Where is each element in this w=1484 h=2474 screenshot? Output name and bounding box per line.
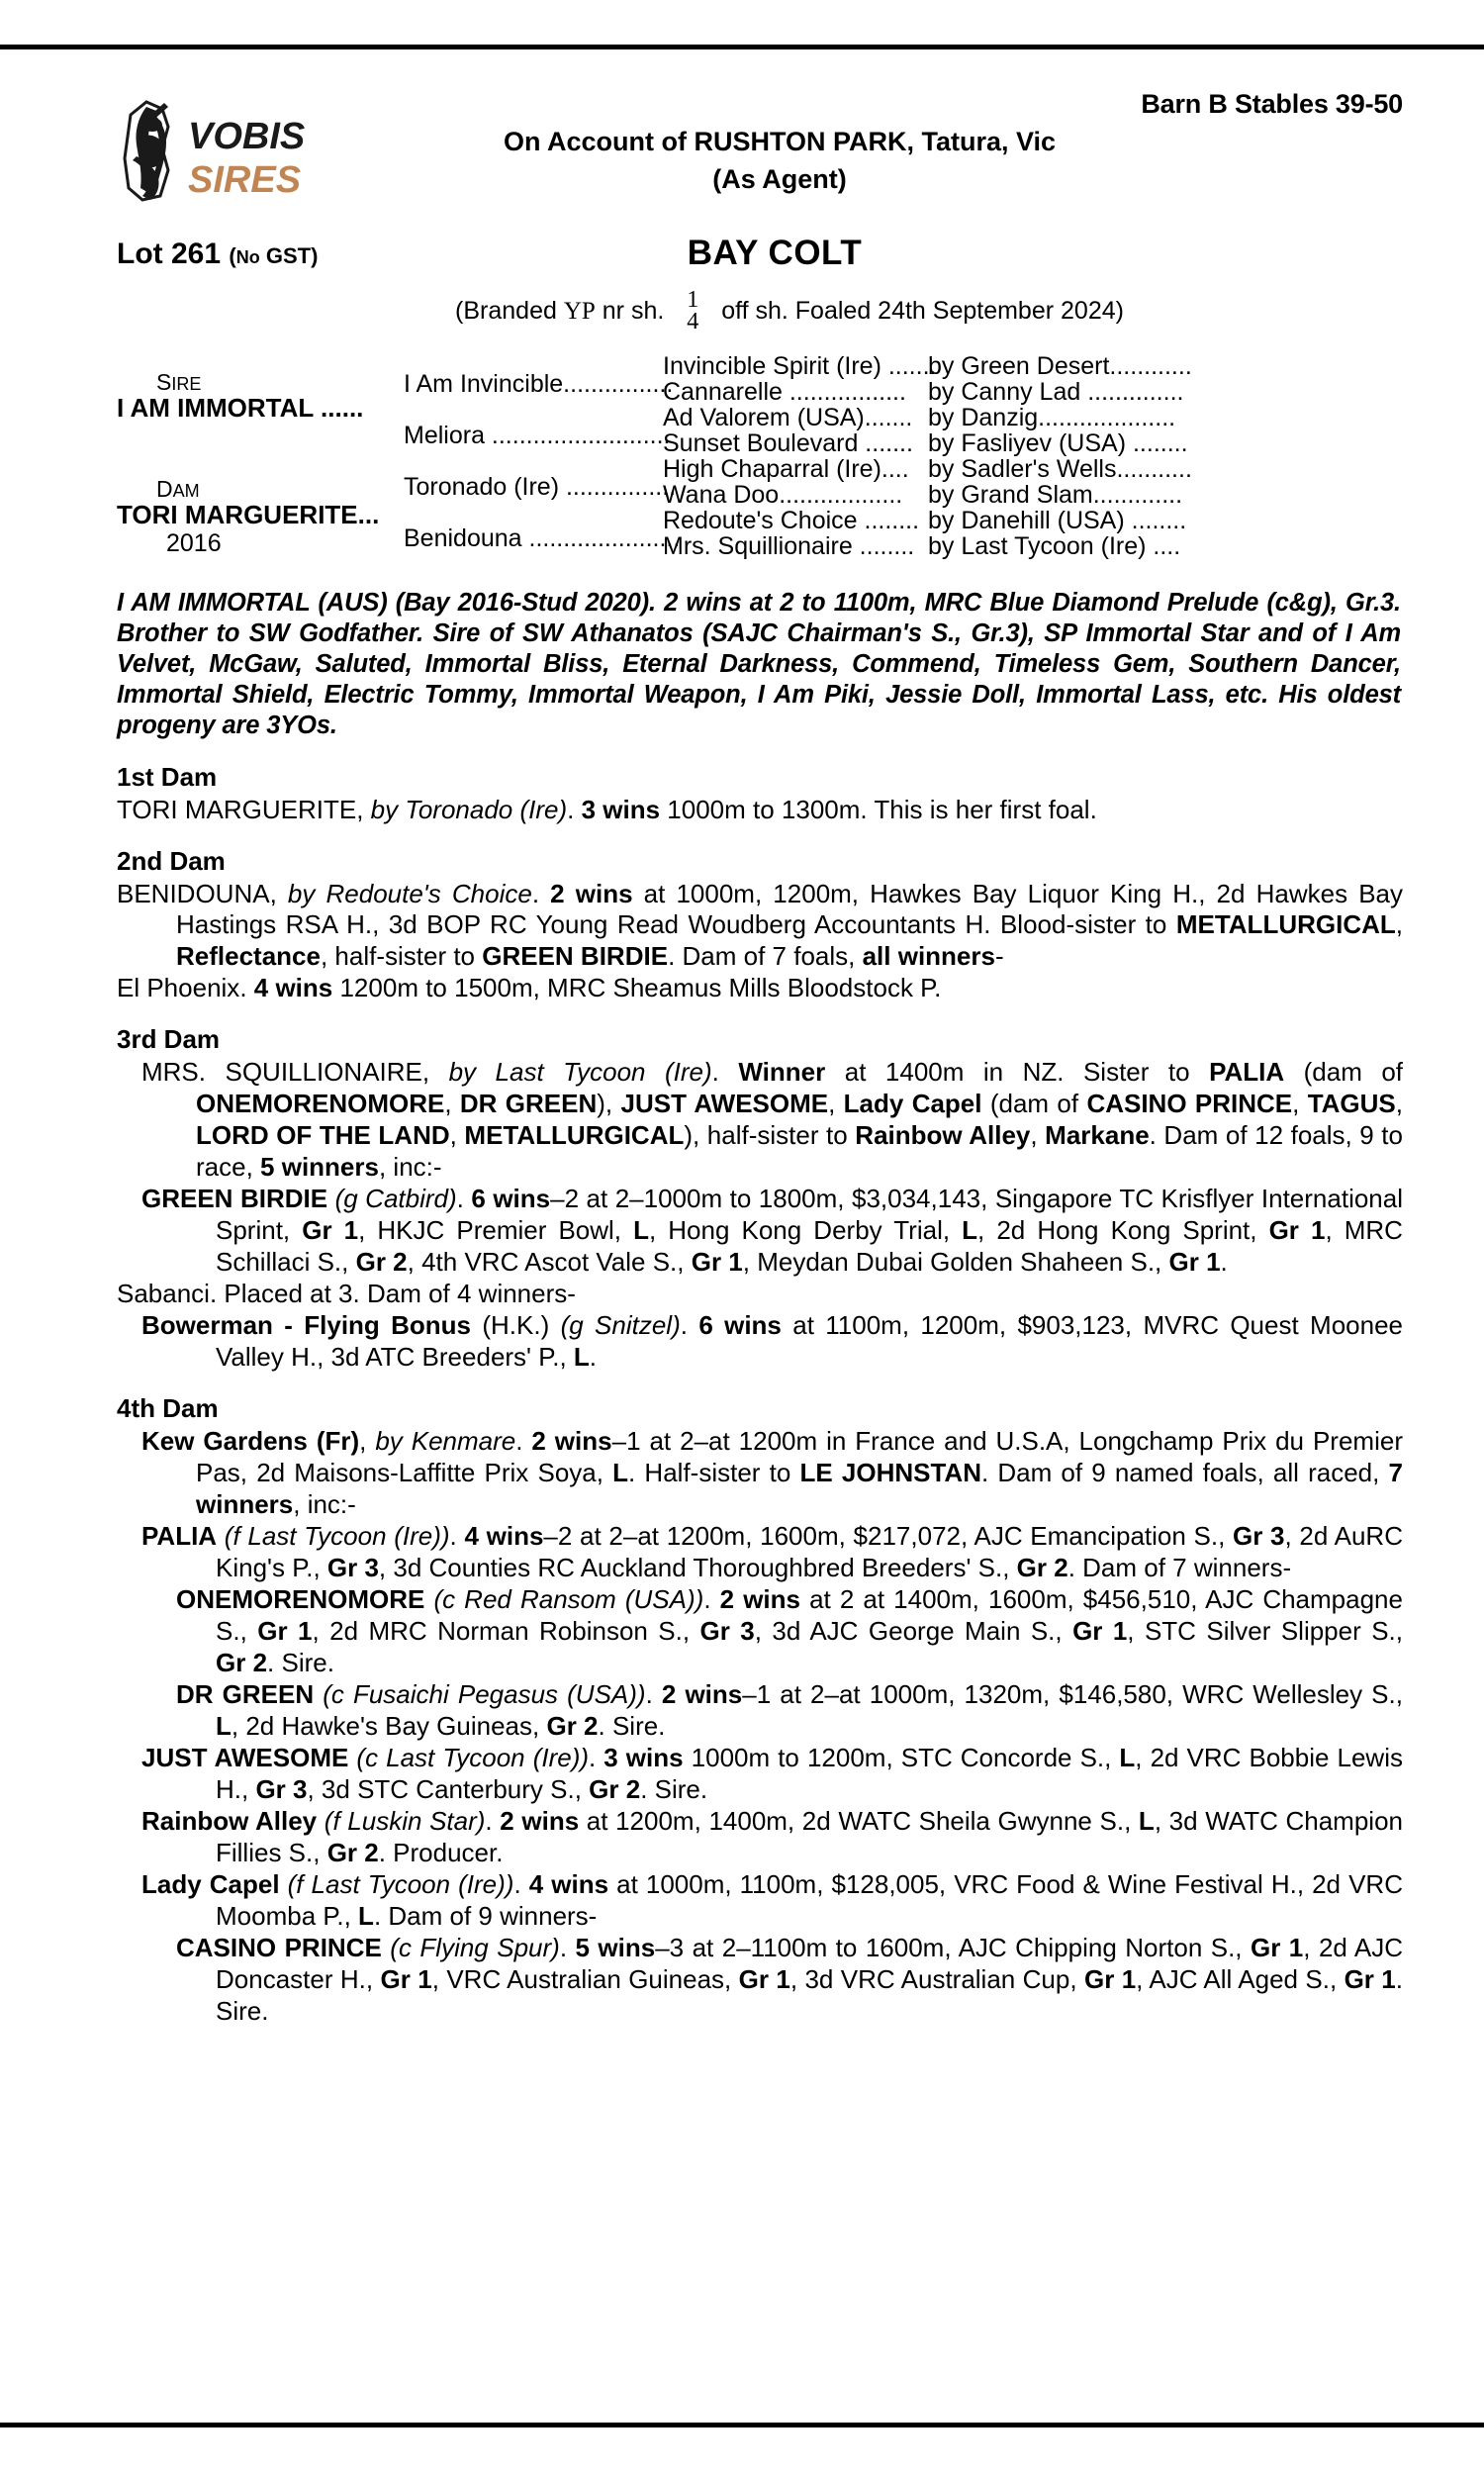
third-dam-casinoprince: CASINO PRINCE [1086,1089,1293,1119]
great-grandparent-1: Invincible Spirit (Ire) ....... [663,352,937,380]
sire-dots: ...... [313,393,364,424]
fourth-dam-text-b: . Half-sister to [628,1458,800,1488]
logo-vobis-text: VOBIS [188,116,306,157]
second-dam-bold-c: GREEN BIRDIE [482,941,669,972]
first-dam-heading: 1st Dam [117,761,218,792]
ra-l: L [1138,1805,1155,1836]
ladycapel-paren: (f Last Tycoon (Ire)) [287,1868,514,1899]
bowerman-entry: Bowerman - Flying Bonus (H.K.) (g Snitzel). 6 wins at 1100m, 1200m, $903,123, MVRC Quest Moonee Valley H., 3d ATC Breeders' P., L. [141,1310,1403,1373]
drgreen-l: L [216,1710,232,1741]
second-dam-text-b: , half-sister to [320,941,483,972]
drgreen-paren: (c Fusaichi Pegasus (USA)) [323,1678,646,1709]
fourth-dam-grade-l: L [612,1458,629,1488]
grade-gr1-b: Gr 1 [1268,1215,1326,1246]
dam-label-cap: D [156,476,173,502]
second-dam-body [117,879,1403,1005]
great-grandparent-2: Cannarelle ................. [663,378,906,406]
second-dam-bold-b: Reflectance [176,941,321,972]
fourth-gen-6: by Grand Slam............. [928,481,1183,509]
rainbowalley-wins: 2 wins [500,1805,580,1836]
progeny-name: El Phoenix [117,973,240,1003]
second-dam-bold-a: METALLURGICAL [1175,909,1396,940]
fourth-dam-heading: 4th Dam [117,1393,219,1424]
second-dam-paragraph: BENIDOUNA, by Redoute's Choice. 2 wins at 1000m, 1200m, Hawkes Bay Liquor King H., 2d Hawkes Bay Hastings RSA H., 3d BOP RC Young Read Woudberg Accountants H. Blood-sister to METALLURGICAL, Reflectance, half-sister to GREEN BIRDIE. Dam of 7 foals, all winners- [117,878,1403,972]
fourth-gen-5: by Sadler's Wells........... [928,455,1192,483]
fourth-dam-sire: by Kenmare [375,1426,516,1457]
branding-line [117,289,1403,340]
lot-row [117,234,1403,289]
brand-code: YP [563,298,596,326]
justawesome-wins: 3 wins [603,1742,684,1772]
omn-gr1-a: Gr 1 [257,1615,313,1646]
sire-label-rest: IRE [171,374,202,394]
bowerman-end: . [589,1342,598,1373]
casinoprince-paren: (c Flying Spur) [390,1932,560,1962]
fourth-dam-text-d: , inc:- [293,1489,356,1520]
third-dam-tagus: TAGUS [1307,1089,1396,1119]
bowerman-grade: L [573,1342,590,1373]
fourth-dam-wins: 2 wins [531,1426,612,1457]
sire-name [117,394,404,423]
palia-gr3-a: Gr 3 [1233,1520,1285,1551]
top-rule [0,45,1484,49]
cp-gr1-c: Gr 1 [738,1963,790,1994]
great-grandparent-5: High Chaparral (Ire).... [663,455,909,483]
third-dam-metallurgical: METALLURGICAL [464,1120,685,1151]
justawesome-entry: JUST AWESOME (c Last Tycoon (Ire)). 3 wins 1000m to 1200m, STC Concorde S., L, 2d VRC Bobbie Lewis H., Gr 3, 3d STC Canterbury S., Gr 2. Sire. [141,1742,1403,1804]
onemorenomore-paren: (c Red Ransom (USA)) [433,1583,704,1614]
grandparent-3: Toronado (Ire) ................ [404,473,677,501]
branded-mid: nr sh. [602,297,665,326]
grandparent-4: Benidouna ...................... [404,524,681,552]
green-birdie-text: –2 at 2–1000m to 1800m, $3,034,143, Singapore TC Krisflyer International Sprint, [216,1184,1403,1246]
dam-block [117,477,404,558]
second-dam-text-c: . Dam of 7 foals, [668,941,863,972]
third-dam-onemorenomore: ONEMORENOMORE [196,1089,445,1119]
casinoprince-wins: 5 wins [575,1932,656,1962]
grade-gr2-a: Gr 2 [355,1247,408,1278]
bowerman-wins: 6 wins [698,1310,782,1341]
drgreen-gr2: Gr 2 [546,1710,599,1741]
dam-label-rest: AM [172,481,200,501]
second-dam-heading: 2nd Dam [117,845,226,876]
branded-prefix: (Branded [455,297,557,326]
third-dam-lordoftheland: LORD OF THE LAND [196,1120,450,1151]
sire-name-text: I AM IMMORTAL [117,393,314,424]
great-grandparent-7: Redoute's Choice ........ [663,507,920,534]
dam-name [117,501,404,529]
dam-label [117,477,404,501]
lot-gst-note: (No GST) [229,243,319,268]
account-of-label: On Account of RUSHTON PARK, Tatura, Vic [503,127,1057,156]
fourth-dam-text-c: . Dam of 9 named foals, all raced, [980,1458,1389,1488]
second-dam-name: BENIDOUNA [117,878,270,908]
page-title: BAY COLT [687,234,863,272]
fourth-dam-name: Kew Gardens (Fr) [141,1426,360,1457]
fraction-numerator: 1 [687,287,699,313]
great-grandparent-4: Sunset Boulevard ....... [663,429,913,457]
pedigree-table [117,354,1403,584]
barn-stables-label: Barn B Stables 39-50 [1141,89,1403,119]
gst-rest-text: GST [265,243,312,268]
grandparent-2: Meliora .......................... [404,422,671,449]
fourth-dam-paragraph: Kew Gardens (Fr), by Kenmare. 2 wins–1 at 2–at 1200m in France and U.S.A, Longchamp Prix du Premier Pas, 2d Maisons-Laffitte Prix Soya, L. Half-sister to LE JOHNSTAN. Dam of 9 named foals, all raced, 7 winners, inc:- [141,1426,1404,1520]
progeny-text: 1200m to 1500m, MRC Sheamus Mills Bloodstock P. [332,973,942,1003]
drgreen-entry: DR GREEN (c Fusaichi Pegasus (USA)). 2 wins–1 at 2–at 1000m, 1320m, $146,580, WRC Wellesley S., L, 2d Hawke's Bay Guineas, Gr 2. Sire. [176,1678,1403,1741]
fraction-denominator: 4 [687,309,699,335]
progeny-wins: 4 wins [253,973,333,1003]
third-dam-rainbowalley: Rainbow Alley [855,1120,1031,1151]
sire-description: I AM IMMORTAL (AUS) (Bay 2016-Stud 2020). 2 wins at 2 to 1100m, MRC Blue Diamond Prelude (c&g), Gr.3. Brother to SW Godfather. Sire of SW Athanatos (SAJC Chairman's S., Gr.3), SP Immortal Star and of I Am Velvet, McGaw, Saluted, Immortal Bliss, Eternal Darkness, Commend, Timeless Gem, Southern Dancer, Immortal Shield, Electric Tommy, Immortal Weapon, I Am Piki, Jessie Doll, Immortal Lass, etc. His oldest progeny are 3YOs. [117,589,1401,740]
cp-gr1-d: Gr 1 [1083,1963,1137,1994]
sire-label [117,370,404,394]
third-dam-justawesome: JUST AWESOME [620,1089,829,1119]
green-birdie-wins: 6 wins [471,1184,551,1214]
omn-gr2: Gr 2 [216,1647,268,1677]
drgreen-name: DR GREEN [176,1678,315,1709]
sire-label-cap: S [156,369,172,395]
casinoprince-entry: CASINO PRINCE (c Flying Spur). 5 wins–3 at 2–1100m to 1600m, AJC Chipping Norton S., Gr 1, 2d AJC Doncaster H., Gr 1, VRC Australian Guineas, Gr 1, 3d VRC Australian Cup, Gr 1, AJC All Aged S., Gr 1. Sire. [176,1932,1404,2026]
fourth-gen-3: by Danzig.................... [928,404,1176,431]
ladycapel-entry: Lady Capel (f Last Tycoon (Ire)). 4 wins at 1000m, 1100m, $128,005, VRC Food & Wine Festival H., 2d VRC Moomba P., L. Dam of 9 winners- [141,1868,1403,1931]
lc-l: L [358,1900,374,1931]
ladycapel-name: Lady Capel [141,1868,280,1899]
fourth-dam-seven-winners: 7 winners [196,1458,1404,1520]
first-dam-wins: 3 wins [581,794,661,824]
bottom-rule [0,2423,1484,2427]
third-dam-ladycapel: Lady Capel [843,1089,982,1119]
palia-paren: (f Last Tycoon (Ire)) [224,1520,450,1551]
third-dam-palia: PALIA [1209,1057,1285,1088]
great-grandparent-3: Ad Valorem (USA)....... [663,404,913,431]
palia-entry: PALIA (f Last Tycoon (Ire)). 4 wins–2 at 2–at 1200m, 1600m, $217,072, AJC Emancipation S., Gr 3, 2d AuRC King's P., Gr 3, 3d Counties RC Auckland Thoroughbred Breeders' S., Gr 2. Dam of 7 winners- [141,1520,1403,1582]
omn-gr3: Gr 3 [699,1615,755,1646]
second-dam-text-d: - [994,941,1004,972]
third-dam-body [117,1057,1403,1374]
first-dam-text: 1000m to 1300m. This is her first foal. [660,794,1097,824]
brand-fraction [687,289,698,333]
onemorenomore-entry: ONEMORENOMORE (c Red Ransom (USA)). 2 wins at 2 at 1400m, 1600m, $456,510, AJC Champagne S., Gr 1, 2d MRC Norman Robinson S., Gr 3, 3d AJC George Main S., Gr 1, STC Silver Slipper S., Gr 2. Sire. [176,1583,1403,1677]
as-agent-label: (As Agent) [712,164,847,194]
dam-name-text: TORI MARGUERITE [117,500,358,530]
sabanci-entry [117,1279,1403,1310]
ja-l: L [1119,1742,1136,1772]
third-dam-text-c: ), half-sister to [684,1120,856,1151]
fourth-dam-text-a: –1 at 2–at 1200m in France and U.S.A, Longchamp Prix du Premier Pas, 2d Maisons-Laffitte Prix Soya, [196,1426,1403,1488]
palia-gr3-b: Gr 3 [326,1552,379,1582]
grade-gr1-d: Gr 1 [1168,1247,1221,1278]
first-dam-body [117,795,1403,826]
page-content [117,59,1403,2027]
fourth-gen-8: by Last Tycoon (Ire) .... [928,532,1181,560]
bowerman-text: at 1100m, 1200m, $903,123, MVRC Quest Moonee Valley H., 3d ATC Breeders' P., [216,1310,1403,1373]
rainbowalley-name: Rainbow Alley [141,1805,318,1836]
third-dam-winner: Winner [738,1057,826,1088]
bowerman-hk: (H.K.) [471,1310,561,1341]
third-dam-heading: 3rd Dam [117,1024,221,1055]
bowerman-paren: (g Snitzel) [560,1310,681,1341]
third-dam-paragraph: MRS. SQUILLIONAIRE, by Last Tycoon (Ire). Winner at 1400m in NZ. Sister to PALIA (dam of ONEMORENOMORE, DR GREEN), JUST AWESOME, Lady Capel (dam of CASINO PRINCE, TAGUS, LORD OF THE LAND, METALLURGICAL), half-sister to Rainbow Alley, Markane. Dam of 12 foals, 9 to race, 5 winners, inc:- [141,1057,1404,1183]
second-dam-bold-d: all winners [862,941,995,972]
rainbowalley-paren: (f Luskin Star) [324,1805,486,1836]
third-dam-name: MRS. SQUILLIONAIRE [141,1057,422,1088]
bowerman-name: Bowerman - Flying Bonus [141,1310,472,1341]
third-dam-drgreen: DR GREEN [459,1089,598,1119]
onemorenomore-wins: 2 wins [719,1583,800,1614]
palia-name: PALIA [141,1520,218,1551]
third-dam-five-winners: 5 winners [260,1152,379,1183]
fourth-gen-1: by Green Desert............ [928,352,1192,380]
grade-l-a: L [633,1215,649,1246]
cp-gr1-a: Gr 1 [1251,1932,1304,1962]
third-dam-text-d: . Dam of 12 foals, 9 to race, [196,1120,1403,1183]
casinoprince-name: CASINO PRINCE [176,1932,382,1962]
omn-gr1-b: Gr 1 [1072,1615,1128,1646]
second-dam-progeny-1: El Phoenix. 4 wins 1200m to 1500m, MRC Sheamus Mills Bloodstock P. [117,973,942,1003]
page-header [117,59,1403,238]
rainbowalley-entry: Rainbow Alley (f Luskin Star). 2 wins at 1200m, 1400m, 2d WATC Sheila Gwynne S., L, 3d WATC Champion Fillies S., Gr 2. Producer. [141,1805,1403,1867]
branded-suffix: off sh. Foaled 24th September 2024) [721,297,1124,326]
grade-l-b: L [962,1215,978,1246]
drgreen-wins: 2 wins [661,1678,743,1709]
sire-block [117,370,404,423]
fourth-dam-body [117,1426,1403,2027]
gst-no-text: No [235,247,260,267]
sabanci-name: Sabanci [117,1279,210,1309]
dam-year: 2016 [166,528,222,557]
sabanci-text: . Placed at 3. Dam of 4 winners- [209,1279,576,1309]
third-dam-text-b: (dam of [1284,1057,1404,1088]
ladycapel-wins: 4 wins [528,1868,609,1899]
green-birdie-entry: GREEN BIRDIE (g Catbird). 6 wins–2 at 2–1000m to 1800m, $3,034,143, Singapore TC Krisflyer International Sprint, Gr 1, HKJC Premier Bowl, L, Hong Kong Derby Trial, L, 2d Hong Kong Sprint, Gr 1, MRC Schillaci S., Gr 2, 4th VRC Ascot Vale S., Gr 1, Meydan Dubai Golden Shaheen S., Gr 1. [141,1184,1403,1278]
green-birdie-paren: (g Catbird) [334,1184,457,1214]
third-dam-text-a: at 1400m in NZ. Sister to [825,1057,1210,1088]
fourth-dam-lejohnstan: LE JOHNSTAN [799,1458,981,1488]
third-dam-sire: by Last Tycoon (Ire) [448,1057,712,1088]
justawesome-paren: (c Last Tycoon (Ire)) [356,1742,590,1772]
second-dam-text-a: at 1000m, 1200m, Hawkes Bay Liquor King H., 2d Hawkes Bay Hastings RSA H., 3d BOP RC Young Read Woudberg Accountants H. Blood-sister to [176,878,1403,940]
first-dam-paragraph: TORI MARGUERITE, by Toronado (Ire). 3 wins 1000m to 1300m. This is her first foal. [117,794,1097,824]
fourth-gen-2: by Canny Lad .............. [928,378,1184,406]
fourth-gen-7: by Danehill (USA) ........ [928,507,1187,534]
justawesome-name: JUST AWESOME [141,1742,349,1772]
logo-sires-text: SIRES [188,159,302,201]
grade-gr1-c: Gr 1 [691,1247,743,1278]
third-dam-markane: Markane [1045,1120,1150,1151]
great-grandparent-6: Wana Doo.................. [663,481,903,509]
cp-gr1-e: Gr 1 [1344,1963,1396,1994]
onemorenomore-name: ONEMORENOMORE [176,1583,425,1614]
grandparent-1: I Am Invincible................ [404,370,674,398]
lot-number-text: Lot 261 [117,238,222,270]
first-dam-sire: by Toronado (Ire) [370,794,568,824]
ra-gr2: Gr 2 [326,1837,379,1867]
third-dam-text-e: , inc:- [378,1152,442,1183]
second-dam-wins: 2 wins [550,878,633,908]
palia-gr2: Gr 2 [1016,1552,1068,1582]
cp-gr1-b: Gr 1 [380,1963,432,1994]
second-dam-sire: by Redoute's Choice [287,878,532,908]
first-dam-name: TORI MARGUERITE [117,794,357,824]
great-grandparent-8: Mrs. Squillionaire ........ [663,532,915,560]
dam-dots: ... [357,500,380,530]
grade-gr1-a: Gr 1 [302,1215,359,1246]
ja-gr3: Gr 3 [255,1773,308,1804]
palia-wins: 4 wins [464,1520,544,1551]
green-birdie-name: GREEN BIRDIE [141,1184,328,1214]
fourth-gen-4: by Fasliyev (USA) ........ [928,429,1188,457]
ja-gr2: Gr 2 [589,1773,641,1804]
